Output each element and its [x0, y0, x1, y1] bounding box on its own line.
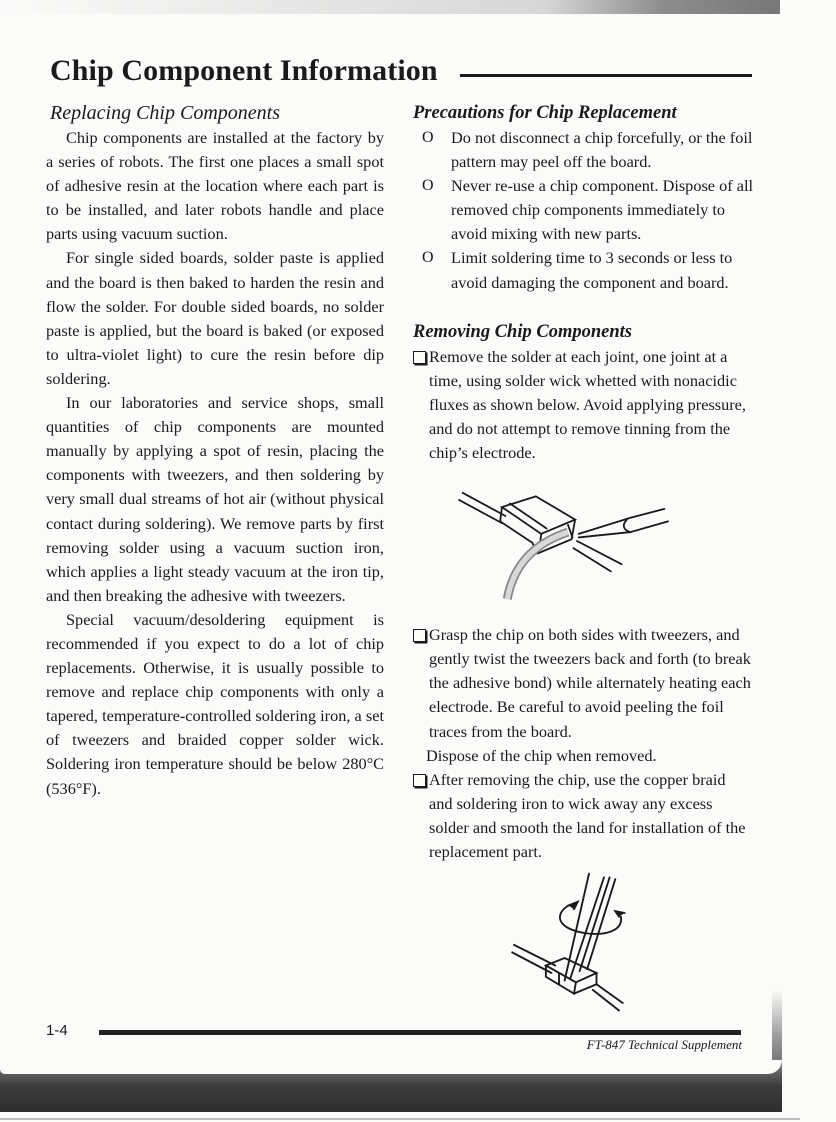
removal-step: [413, 768, 753, 864]
scan-shadow-top: [0, 0, 780, 14]
section-heading-removing: Removing Chip Components: [413, 321, 632, 342]
paragraph: In our laboratories and service shops, small quantities of chip components are mounted manually by applying a spot of resin, placing the components with tweezers, and then soldering by very small dual streams of hot air (without physical contact during soldering). We remove parts by first removing solder using a vacuum suction iron, which applies a light steady vacuum at the iron tip, and then breaking the adhesive with tweezers.: [46, 393, 384, 605]
document-name: FT-847 Technical Supplement: [586, 1037, 742, 1052]
paragraph: Special vacuum/desoldering equipment is recommended if you expect to do a lot of chip replacements. Otherwise, it is usually possible to remove and replace chip components with only a tapered, temperature-controlled soldering iron, a set of tweezers and braided copper solder wick. Soldering iron temperature should be below 280°C (536°F).: [46, 609, 384, 798]
removal-step-text: Remove the solder at each joint, one joint at a time, using solder wick whetted with nonacidic fluxes as shown below. Avoid applying pressure, and do not attempt to remove tinning from the chip’s electrode.: [429, 346, 746, 463]
tweezers-twist-illustration: [499, 868, 649, 1018]
right-column: [413, 100, 753, 1018]
checkbox-bullet-icon: [413, 629, 426, 642]
footer-rule: [99, 1030, 741, 1035]
checkbox-bullet-icon: [413, 774, 426, 787]
precaution-text: Do not disconnect a chip forcefully, or the foil pattern may peel off the board.: [451, 128, 753, 172]
removal-step-note: Dispose of the chip when removed.: [426, 745, 657, 765]
removal-step: [413, 345, 753, 465]
precaution-item: [413, 246, 753, 294]
removal-step: [413, 623, 753, 743]
title-row: [50, 54, 752, 96]
removal-step-text: After removing the chip, use the copper braid and soldering iron to wick away any excess solder and smooth the land for installation of the replacement part.: [429, 769, 746, 861]
precaution-item: [413, 174, 753, 246]
title-rule: [460, 74, 752, 77]
removal-step-text: Grasp the chip on both sides with tweezers, and gently twist the tweezers back and forth (to break the adhesive bond) while alternately heating each electrode. Be careful to avoid peeling the foil traces from the board.: [429, 625, 751, 741]
scan-edge-line: [0, 1118, 800, 1120]
checkbox-bullet-icon: [413, 351, 426, 364]
section-heading-replacing: Replacing Chip Components: [50, 102, 280, 124]
circle-bullet-icon: O: [422, 177, 434, 195]
paragraph: For single sided boards, solder paste is applied and the board is then baked to harden the resin and flow the solder. For double sided boards, no solder paste is applied, but the board is baked (or exposed to ultra-violet light) to cure the resin before dip soldering.: [46, 248, 384, 388]
section-heading-precautions: Precautions for Chip Replacement: [413, 103, 677, 123]
page-title: Chip Component Information: [50, 54, 438, 87]
precaution-text: Limit soldering time to 3 seconds or less to avoid damaging the component and board.: [451, 248, 733, 292]
precaution-text: Never re-use a chip component. Dispose of all removed chip components immediately to avoid mixing with new parts.: [451, 176, 754, 244]
circle-bullet-icon: O: [422, 129, 434, 146]
left-column: [46, 100, 384, 801]
circle-bullet-icon: O: [422, 249, 434, 267]
precaution-item: [413, 126, 753, 174]
page-number: 1-4: [46, 1022, 68, 1039]
scan-shadow-right: [772, 990, 782, 1070]
scan-shadow-bottom: [0, 1068, 782, 1112]
solder-wick-illustration: [443, 471, 693, 611]
paragraph: Chip components are installed at the factory by a series of robots. The first one places a small spot of adhesive resin at the location where each part is to be installed, and later robots handle and place parts using vacuum suction.: [46, 128, 384, 244]
